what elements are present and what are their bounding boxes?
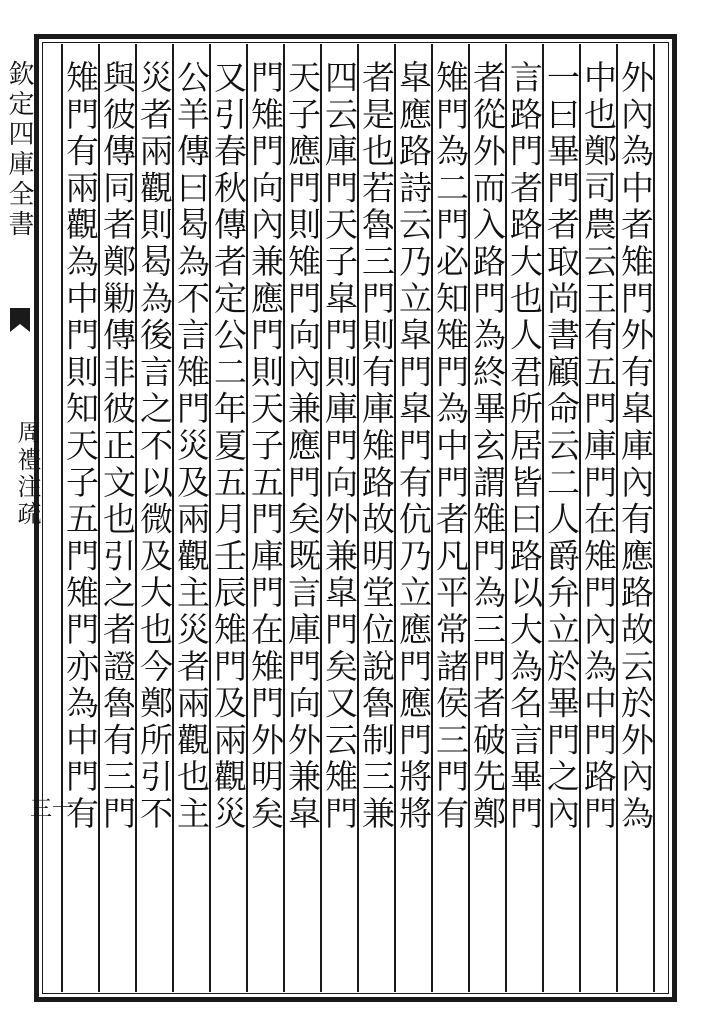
text-column: 門雉門向內兼應門則天子五門庫門在雉門外明矣: [246, 60, 285, 833]
book-title: 欽定四庫全書: [4, 60, 34, 240]
text-column: 外內為中者雉門外有皐庫內有應路故云於外內為: [616, 60, 655, 833]
text-column: 者從外而入路門為終畢玄謂雉門為三門者破先鄭: [468, 60, 507, 833]
section-title: 周禮注疏: [13, 420, 41, 528]
text-column: 雉門為二門必知雉門為中門者凡平常諸侯三門有: [431, 60, 470, 833]
text-column: 又引春秋傳者定公二年夏五月壬辰雉門及兩觀災: [209, 60, 248, 833]
text-column: 者是也若魯三門則有庫雉路故明堂位說魯制三兼: [357, 60, 396, 833]
fish-tail-ornament-icon: [8, 306, 32, 334]
text-column: 皐應路詩云乃立皐門皐門有伉乃立應門應門將將: [394, 60, 433, 833]
text-column: 言路門者路大也人君所居皆曰路以大為名言畢門: [505, 60, 544, 833]
text-column: 災者兩觀則曷為後言之不以微及大也今鄭所引不: [135, 60, 174, 833]
text-column: 四云庫門天子皐門則庫門向外兼皐門矣又云雉門: [320, 60, 359, 833]
text-column: 雉門有兩觀為中門則知天子五門雉門亦為中門有: [61, 60, 100, 833]
text-column: 公羊傳曰曷為不言雉門災及兩觀主災者兩觀也主: [172, 60, 211, 833]
text-column: 與彼傳同者鄭勦傳非彼正文也引之者證魯有三門: [98, 60, 137, 833]
text-column: 天子應門則雉門向內兼應門矣既言庫門向外兼皐: [283, 60, 322, 833]
text-column: 一曰畢門者取尚書顧命云二人爵弁立於畢門之內: [542, 60, 581, 833]
folio-number: 三一: [30, 797, 75, 822]
text-column: 中也鄭司農云王有五門庫門在雉門內為中門路門: [579, 60, 618, 833]
